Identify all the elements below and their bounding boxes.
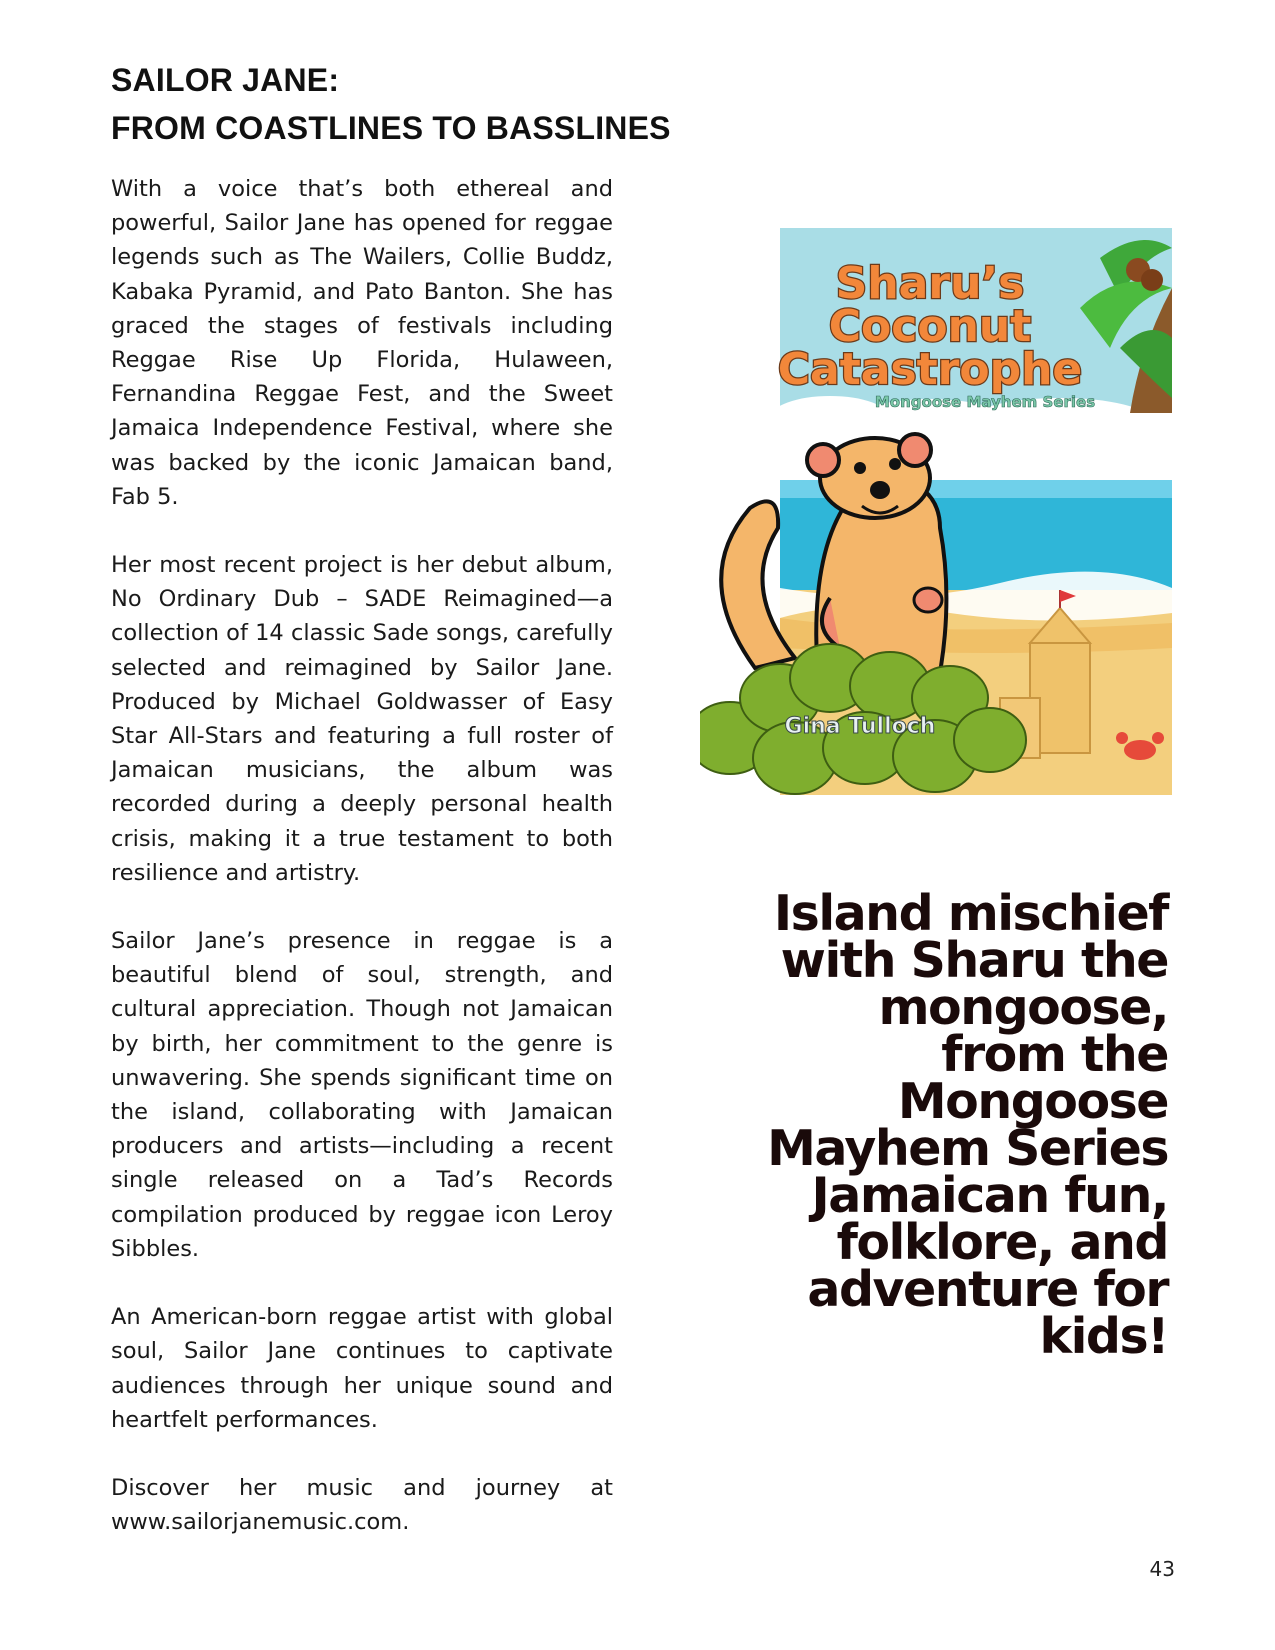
book-title-line-2: Coconut [828, 301, 1032, 352]
book-advertisement [700, 228, 1180, 1378]
headline-line-2: FROM COASTLINES TO BASSLINES [111, 110, 671, 146]
article-paragraph-1: With a voice that’s both ethereal and powerful, Sailor Jane has opened for reggae legends such as The Wailers, Collie Buddz, Kabaka Pyramid, and Pato Banton. She has graced the stages of festivals including Reggae Rise Up Florida, Hulaween, Fernandina Reggae Fest, and the Sweet Jamaica Independence Festival, where she was backed by the iconic Jamaican band, Fab 5. [111, 176, 613, 510]
article-paragraph-2: Her most recent project is her debut album, No Ordinary Dub – SADE Reimagined—a collection of 14 classic Sade songs, carefully selected and reimagined by Sailor Jane. Produced by Michael Goldwasser of Easy Star All-Stars and featuring a full roster of Jamaican musicians, the album was recorded during a deeply personal health crisis, making it a true testament to both resilience and artistry. [111, 552, 613, 886]
article-paragraph-5: Discover her music and journey at www.sailorjanemusic.com. [111, 1474, 613, 1536]
book-author: Gina Tulloch [784, 714, 936, 739]
page-number: 43 [1149, 1557, 1175, 1581]
article-body [111, 172, 613, 1573]
series-label: Mongoose Mayhem Series [874, 393, 1096, 411]
book-cover-illustration [700, 228, 1180, 828]
book-tagline: Island mischief with Sharu the mongoose, from the Mongoose Mayhem Series Jamaican fun, folklore, and adventure for kids! [767, 885, 1168, 1365]
headline-line-1: SAILOR JANE: [111, 62, 340, 98]
article-paragraph-3: Sailor Jane’s presence in reggae is a beautiful blend of soul, strength, and cultural appreciation. Though not Jamaican by birth, her commitment to the genre is unwavering. She spends significant time on the island, collaborating with Jamaican producers and artists—including a recent single released on a Tad’s Records compilation produced by reggae icon Leroy Sibbles. [111, 928, 613, 1262]
article-paragraph-4: An American-born reggae artist with global soul, Sailor Jane continues to captivate audiences through her unique sound and heartfelt performances. [111, 1304, 613, 1433]
book-title-line-1: Sharu’s [835, 258, 1025, 309]
book-title-line-3: Catastrophe [777, 344, 1083, 395]
article-headline [111, 56, 671, 152]
